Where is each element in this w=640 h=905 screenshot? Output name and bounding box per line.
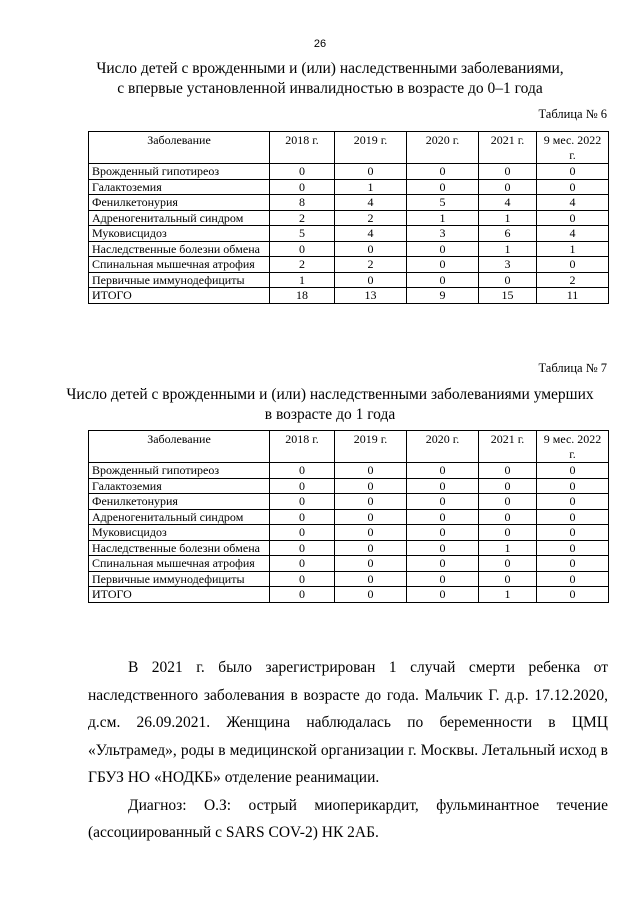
table6-value-cell: 13 — [335, 288, 407, 304]
table6-value-cell: 0 — [479, 164, 537, 180]
table7-value-cell: 0 — [270, 556, 335, 572]
table7-value-cell: 0 — [537, 587, 609, 603]
table6-value-cell: 2 — [537, 272, 609, 288]
table7-value-cell: 0 — [270, 463, 335, 479]
table7-value-cell: 0 — [407, 540, 479, 556]
table6-value-cell: 4 — [537, 226, 609, 242]
table6-value-cell: 0 — [537, 210, 609, 226]
table7-title-line: в возрасте до 1 года — [264, 406, 396, 423]
table7-value-cell: 0 — [537, 478, 609, 494]
table7-value-cell: 0 — [270, 540, 335, 556]
table7-value-cell: 0 — [270, 525, 335, 541]
table6-value-cell: 0 — [270, 179, 335, 195]
table6-value-cell: 2 — [335, 257, 407, 273]
table6-disease-cell: Галактоземия — [89, 179, 270, 195]
table7-value-cell: 0 — [270, 571, 335, 587]
table7-disease-cell: Галактоземия — [89, 478, 270, 494]
table7-title — [60, 385, 600, 425]
table6-disease-cell: Муковисцидоз — [89, 226, 270, 242]
table6-row — [89, 241, 609, 257]
table7-value-cell: 0 — [335, 525, 407, 541]
table7-value-cell: 0 — [479, 509, 537, 525]
table7-value-cell: 0 — [335, 571, 407, 587]
table7-value-cell: 0 — [270, 509, 335, 525]
table6-value-cell: 0 — [407, 241, 479, 257]
table7-row — [89, 571, 609, 587]
table7-value-cell: 0 — [479, 494, 537, 510]
table7-value-cell: 0 — [479, 525, 537, 541]
table6-value-cell: 1 — [335, 179, 407, 195]
table6-value-cell: 15 — [479, 288, 537, 304]
table7-disease-cell: Адреногенитальный синдром — [89, 509, 270, 525]
table6-title — [60, 59, 600, 99]
table6-disease-cell: Спинальная мышечная атрофия — [89, 257, 270, 273]
table7-value-cell: 0 — [335, 587, 407, 603]
table6 — [88, 131, 609, 304]
table7-value-cell: 0 — [270, 587, 335, 603]
table6-row — [89, 288, 609, 304]
table6-value-cell: 9 — [407, 288, 479, 304]
table7-row — [89, 478, 609, 494]
table6-value-cell: 0 — [537, 179, 609, 195]
table6-value-cell: 5 — [407, 195, 479, 211]
table6-value-cell: 0 — [270, 241, 335, 257]
table7-value-cell: 0 — [407, 525, 479, 541]
table6-value-cell: 1 — [270, 272, 335, 288]
table6-header-row — [89, 132, 609, 164]
table6-value-cell: 4 — [335, 195, 407, 211]
table7-value-cell: 0 — [335, 540, 407, 556]
table7-value-cell: 0 — [537, 556, 609, 572]
table6-row — [89, 257, 609, 273]
table6-value-cell: 1 — [407, 210, 479, 226]
table7-value-cell: 0 — [335, 509, 407, 525]
table6-label: Таблица № 6 — [538, 107, 607, 121]
table7-disease-cell: Врожденный гипотиреоз — [89, 463, 270, 479]
table6-header-cell: 2018 г. — [270, 132, 335, 164]
table7-header-cell: 2020 г. — [407, 431, 479, 463]
table6-row — [89, 195, 609, 211]
table6-value-cell: 0 — [537, 257, 609, 273]
table6-value-cell: 6 — [479, 226, 537, 242]
table7-row — [89, 463, 609, 479]
table6-value-cell: 2 — [335, 210, 407, 226]
table7-value-cell: 0 — [335, 463, 407, 479]
table7-value-cell: 0 — [270, 478, 335, 494]
table6-title-line: Число детей с врожденными и (или) наследственными заболеваниями, — [96, 60, 564, 77]
table7-disease-cell: Фенилкетонурия — [89, 494, 270, 510]
table6-disease-cell: Адреногенитальный синдром — [89, 210, 270, 226]
table6-value-cell: 2 — [270, 257, 335, 273]
table6-value-cell: 0 — [407, 179, 479, 195]
table6-value-cell: 4 — [537, 195, 609, 211]
table7-value-cell: 0 — [537, 571, 609, 587]
table6-header-cell: 2020 г. — [407, 132, 479, 164]
table7-header-cell: 9 мес. 2022 г. — [537, 431, 609, 463]
table7-value-cell: 0 — [537, 509, 609, 525]
table6-value-cell: 0 — [537, 164, 609, 180]
table6-header-cell: 9 мес. 2022 г. — [537, 132, 609, 164]
table6-row — [89, 210, 609, 226]
table7-header-cell: 2018 г. — [270, 431, 335, 463]
table6-value-cell: 0 — [335, 164, 407, 180]
table7-header-row — [89, 431, 609, 463]
table6-value-cell: 2 — [270, 210, 335, 226]
table7-value-cell: 0 — [407, 478, 479, 494]
table7-header-cell: Заболевание — [89, 431, 270, 463]
table6-row — [89, 226, 609, 242]
body-text — [88, 654, 608, 847]
table7-value-cell: 0 — [407, 571, 479, 587]
table7 — [88, 430, 609, 603]
table6-value-cell: 0 — [407, 257, 479, 273]
table6-value-cell: 18 — [270, 288, 335, 304]
table7-value-cell: 0 — [335, 478, 407, 494]
table7-value-cell: 0 — [479, 478, 537, 494]
table6-row — [89, 179, 609, 195]
table7-value-cell: 0 — [407, 556, 479, 572]
table6-row — [89, 164, 609, 180]
table6-value-cell: 0 — [407, 164, 479, 180]
table6-row — [89, 272, 609, 288]
table7-value-cell: 1 — [479, 587, 537, 603]
table6-disease-cell: Фенилкетонурия — [89, 195, 270, 211]
table6-value-cell: 0 — [335, 241, 407, 257]
table7-body — [89, 463, 609, 603]
table6-value-cell: 3 — [479, 257, 537, 273]
table7-row — [89, 525, 609, 541]
table7-disease-cell: ИТОГО — [89, 587, 270, 603]
table6-value-cell: 0 — [479, 179, 537, 195]
table6-value-cell: 0 — [479, 272, 537, 288]
table7-disease-cell: Первичные иммунодефициты — [89, 571, 270, 587]
table7-disease-cell: Муковисцидоз — [89, 525, 270, 541]
table6-header-cell: 2021 г. — [479, 132, 537, 164]
table7-value-cell: 0 — [479, 556, 537, 572]
table7-value-cell: 0 — [407, 587, 479, 603]
table6-disease-cell: Наследственные болезни обмена — [89, 241, 270, 257]
table7-header-cell: 2019 г. — [335, 431, 407, 463]
table6-body — [89, 164, 609, 304]
table7-value-cell: 0 — [479, 571, 537, 587]
table6-disease-cell: Первичные иммунодефициты — [89, 272, 270, 288]
table7-disease-cell: Спинальная мышечная атрофия — [89, 556, 270, 572]
table7-title-line: Число детей с врожденными и (или) наследственными заболеваниями умерших — [66, 386, 594, 403]
table7-value-cell: 0 — [335, 556, 407, 572]
table6-value-cell: 8 — [270, 195, 335, 211]
table7-value-cell: 0 — [335, 494, 407, 510]
table7-value-cell: 1 — [479, 540, 537, 556]
table7-value-cell: 0 — [537, 525, 609, 541]
table6-value-cell: 1 — [479, 210, 537, 226]
table7-row — [89, 556, 609, 572]
paragraph-diagnosis: Диагноз: О.З: острый миоперикардит, фульминантное течение (ассоциированный с SARS COV-2) НК 2АБ. — [88, 796, 608, 841]
table7-header-cell: 2021 г. — [479, 431, 537, 463]
table6-value-cell: 4 — [479, 195, 537, 211]
table6-title-line: с впервые установленной инвалидностью в возрасте до 0–1 года — [117, 80, 543, 97]
table7-value-cell: 0 — [407, 494, 479, 510]
table6-value-cell: 5 — [270, 226, 335, 242]
table6-value-cell: 0 — [335, 272, 407, 288]
table6-value-cell: 3 — [407, 226, 479, 242]
table6-header-cell: 2019 г. — [335, 132, 407, 164]
table6-value-cell: 1 — [537, 241, 609, 257]
table7-value-cell: 0 — [407, 463, 479, 479]
table6-disease-cell: Врожденный гипотиреоз — [89, 164, 270, 180]
table7-value-cell: 0 — [537, 494, 609, 510]
table7-value-cell: 0 — [270, 494, 335, 510]
table6-header-cell: Заболевание — [89, 132, 270, 164]
table7-value-cell: 0 — [537, 463, 609, 479]
table6-value-cell: 4 — [335, 226, 407, 242]
table7-value-cell: 0 — [407, 509, 479, 525]
table6-value-cell: 1 — [479, 241, 537, 257]
table7-row — [89, 494, 609, 510]
table7-value-cell: 0 — [537, 540, 609, 556]
table7-disease-cell: Наследственные болезни обмена — [89, 540, 270, 556]
table7-label: Таблица № 7 — [538, 361, 607, 375]
table6-value-cell: 0 — [270, 164, 335, 180]
table6-disease-cell: ИТОГО — [89, 288, 270, 304]
page-number: 26 — [313, 38, 327, 50]
table7-row — [89, 540, 609, 556]
table7-row — [89, 509, 609, 525]
table6-value-cell: 11 — [537, 288, 609, 304]
paragraph-case: В 2021 г. было зарегистрирован 1 случай смерти ребенка от наследственного заболевания в возрасте до года. Мальчик Г. д.р. 17.12.2020, д.см. 26.09.2021. Женщина наблюдалась по беременности в ЦМЦ «Ультрамед», роды в медицинской организации г. Москвы. Летальный исход в ГБУЗ НО «НОДКБ» отделение реанимации. — [88, 659, 608, 786]
table7-value-cell: 0 — [479, 463, 537, 479]
table6-value-cell: 0 — [407, 272, 479, 288]
table7-row — [89, 587, 609, 603]
